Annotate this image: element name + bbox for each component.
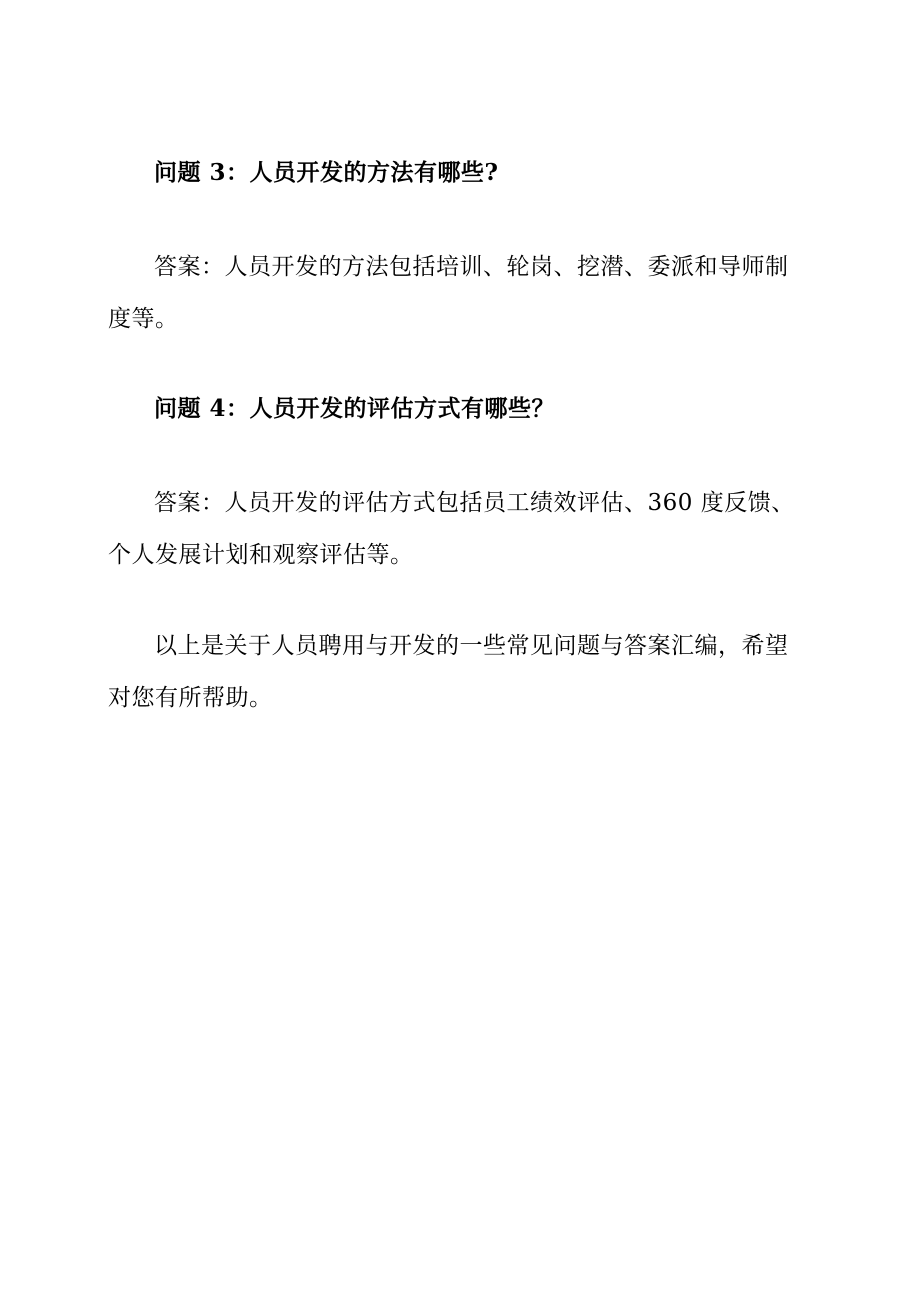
conclusion-paragraph: 以上是关于人员聘用与开发的一些常见问题与答案汇编，希望对您有所帮助。 <box>108 633 789 711</box>
answer-4-paragraph: 答案：人员开发的评估方式包括员工绩效评估、360 度反馈、个人发展计划和观察评估等。 <box>108 490 795 568</box>
answer-3-paragraph: 答案：人员开发的方法包括培训、轮岗、挖潜、委派和导师制度等。 <box>108 254 789 332</box>
question-4-heading: 问题 4：人员开发的评估方式有哪些？ <box>154 395 556 422</box>
question-3-heading: 问题 3：人员开发的方法有哪些? <box>154 159 499 186</box>
